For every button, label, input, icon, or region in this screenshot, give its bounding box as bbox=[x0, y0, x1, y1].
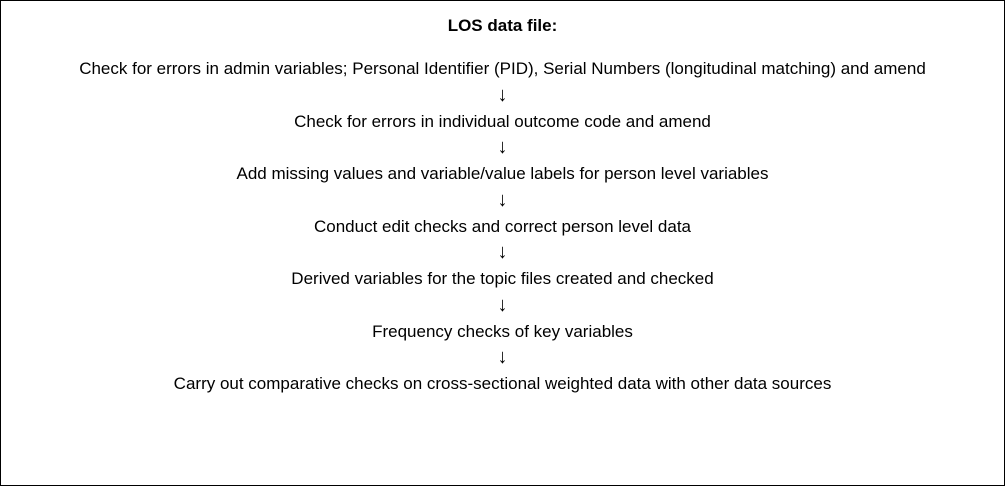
flow-step-4: Conduct edit checks and correct person level data bbox=[313, 216, 692, 236]
down-arrow-icon: ↓ bbox=[497, 136, 508, 159]
down-arrow-icon: ↓ bbox=[497, 188, 508, 211]
flow-step-5: Derived variables for the topic files created and checked bbox=[291, 269, 714, 289]
down-arrow-icon: ↓ bbox=[497, 83, 508, 106]
down-arrow-icon: ↓ bbox=[497, 346, 508, 369]
flow-step-6: Frequency checks of key variables bbox=[372, 321, 633, 341]
flow-step-1: Check for errors in admin variables; Personal Identifier (PID), Serial Numbers (longitudinal matching) and amend bbox=[79, 59, 926, 79]
flowchart-title: LOS data file: bbox=[447, 16, 558, 35]
flow-step-7: Carry out comparative checks on cross-sectional weighted data with other data sources bbox=[173, 374, 832, 394]
flow-step-2: Check for errors in individual outcome code and amend bbox=[294, 111, 711, 131]
down-arrow-icon: ↓ bbox=[497, 241, 508, 264]
flow-step-3: Add missing values and variable/value labels for person level variables bbox=[236, 164, 769, 184]
down-arrow-icon: ↓ bbox=[497, 293, 508, 316]
